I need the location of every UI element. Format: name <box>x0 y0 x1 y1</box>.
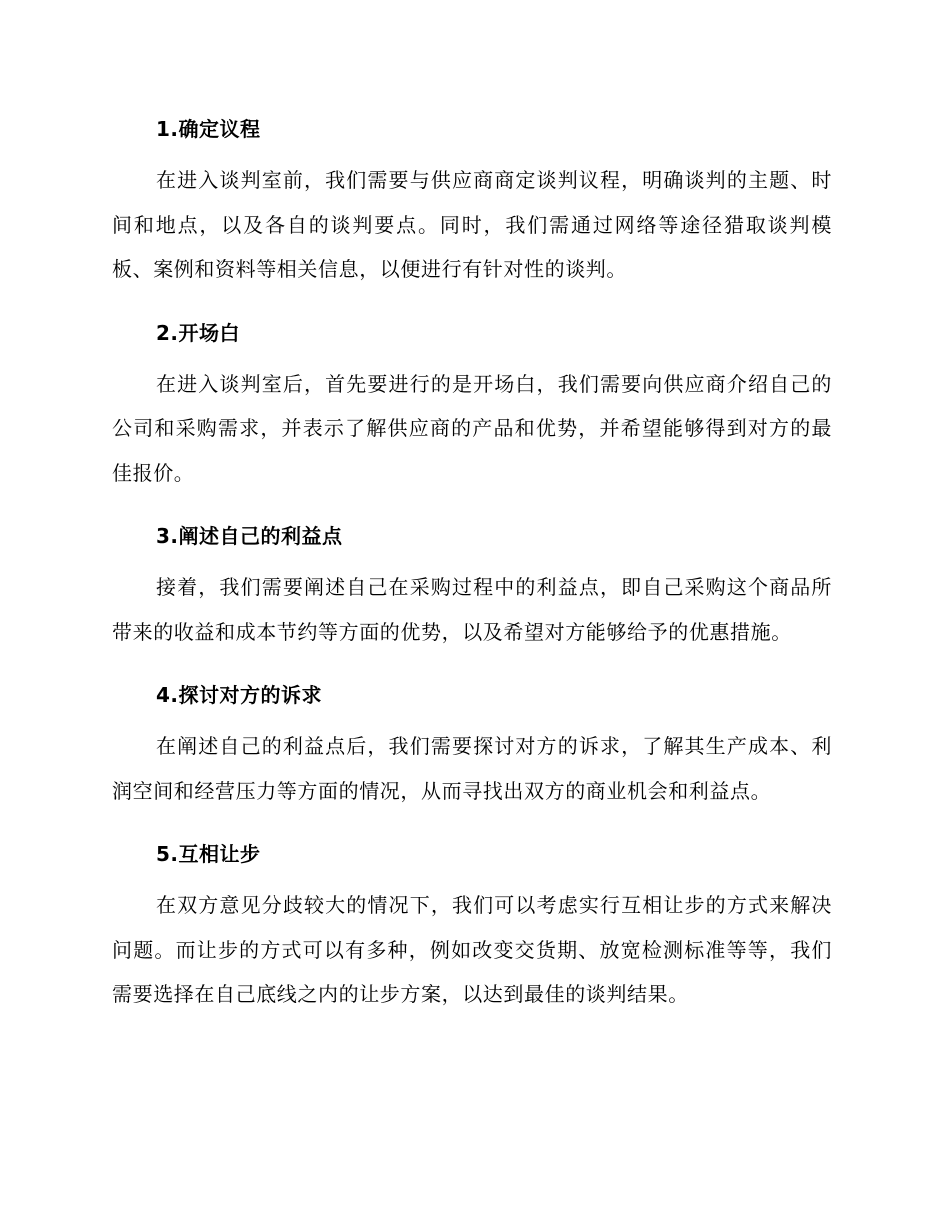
section-heading: 3.阐述自己的利益点 <box>156 524 343 548</box>
section-interests <box>112 515 832 654</box>
section-paragraph: 在双方意见分歧较大的情况下，我们可以考虑实行互相让步的方式来解决问题。而让步的方式可以有多种，例如改变交货期、放宽检测标准等等，我们需要选择在自己底线之内的让步方案，以达到最佳的谈判结果。 <box>112 893 832 1006</box>
section-heading: 4.探讨对方的诉求 <box>156 683 323 707</box>
section-concessions <box>112 833 832 1017</box>
section-demands <box>112 674 832 813</box>
section-paragraph: 在进入谈判室后，首先要进行的是开场白，我们需要向供应商介绍自己的公司和采购需求，并表示了解供应商的产品和优势，并希望能够得到对方的最佳报价。 <box>112 371 832 485</box>
section-paragraph: 在阐述自己的利益点后，我们需要探讨对方的诉求，了解其生产成本、利润空间和经营压力等方面的情况，从而寻找出双方的商业机会和利益点。 <box>112 734 832 803</box>
section-heading: 2.开场白 <box>156 320 241 345</box>
section-opening <box>112 312 832 496</box>
document-body <box>112 108 832 1037</box>
section-paragraph: 在进入谈判室前，我们需要与供应商商定谈判议程，明确谈判的主题、时间和地点，以及各自的谈判要点。同时，我们需通过网络等途径猎取谈判模板、案例和资料等相关信息，以便进行有针对性的谈判。 <box>112 168 832 281</box>
section-paragraph: 接着，我们需要阐述自己在采购过程中的利益点，即自己采购这个商品所带来的收益和成本节约等方面的优势，以及希望对方能够给予的优惠措施。 <box>112 575 832 644</box>
section-heading: 1.确定议程 <box>156 117 261 141</box>
section-heading: 5.互相让步 <box>156 842 261 866</box>
section-agenda <box>112 108 832 292</box>
